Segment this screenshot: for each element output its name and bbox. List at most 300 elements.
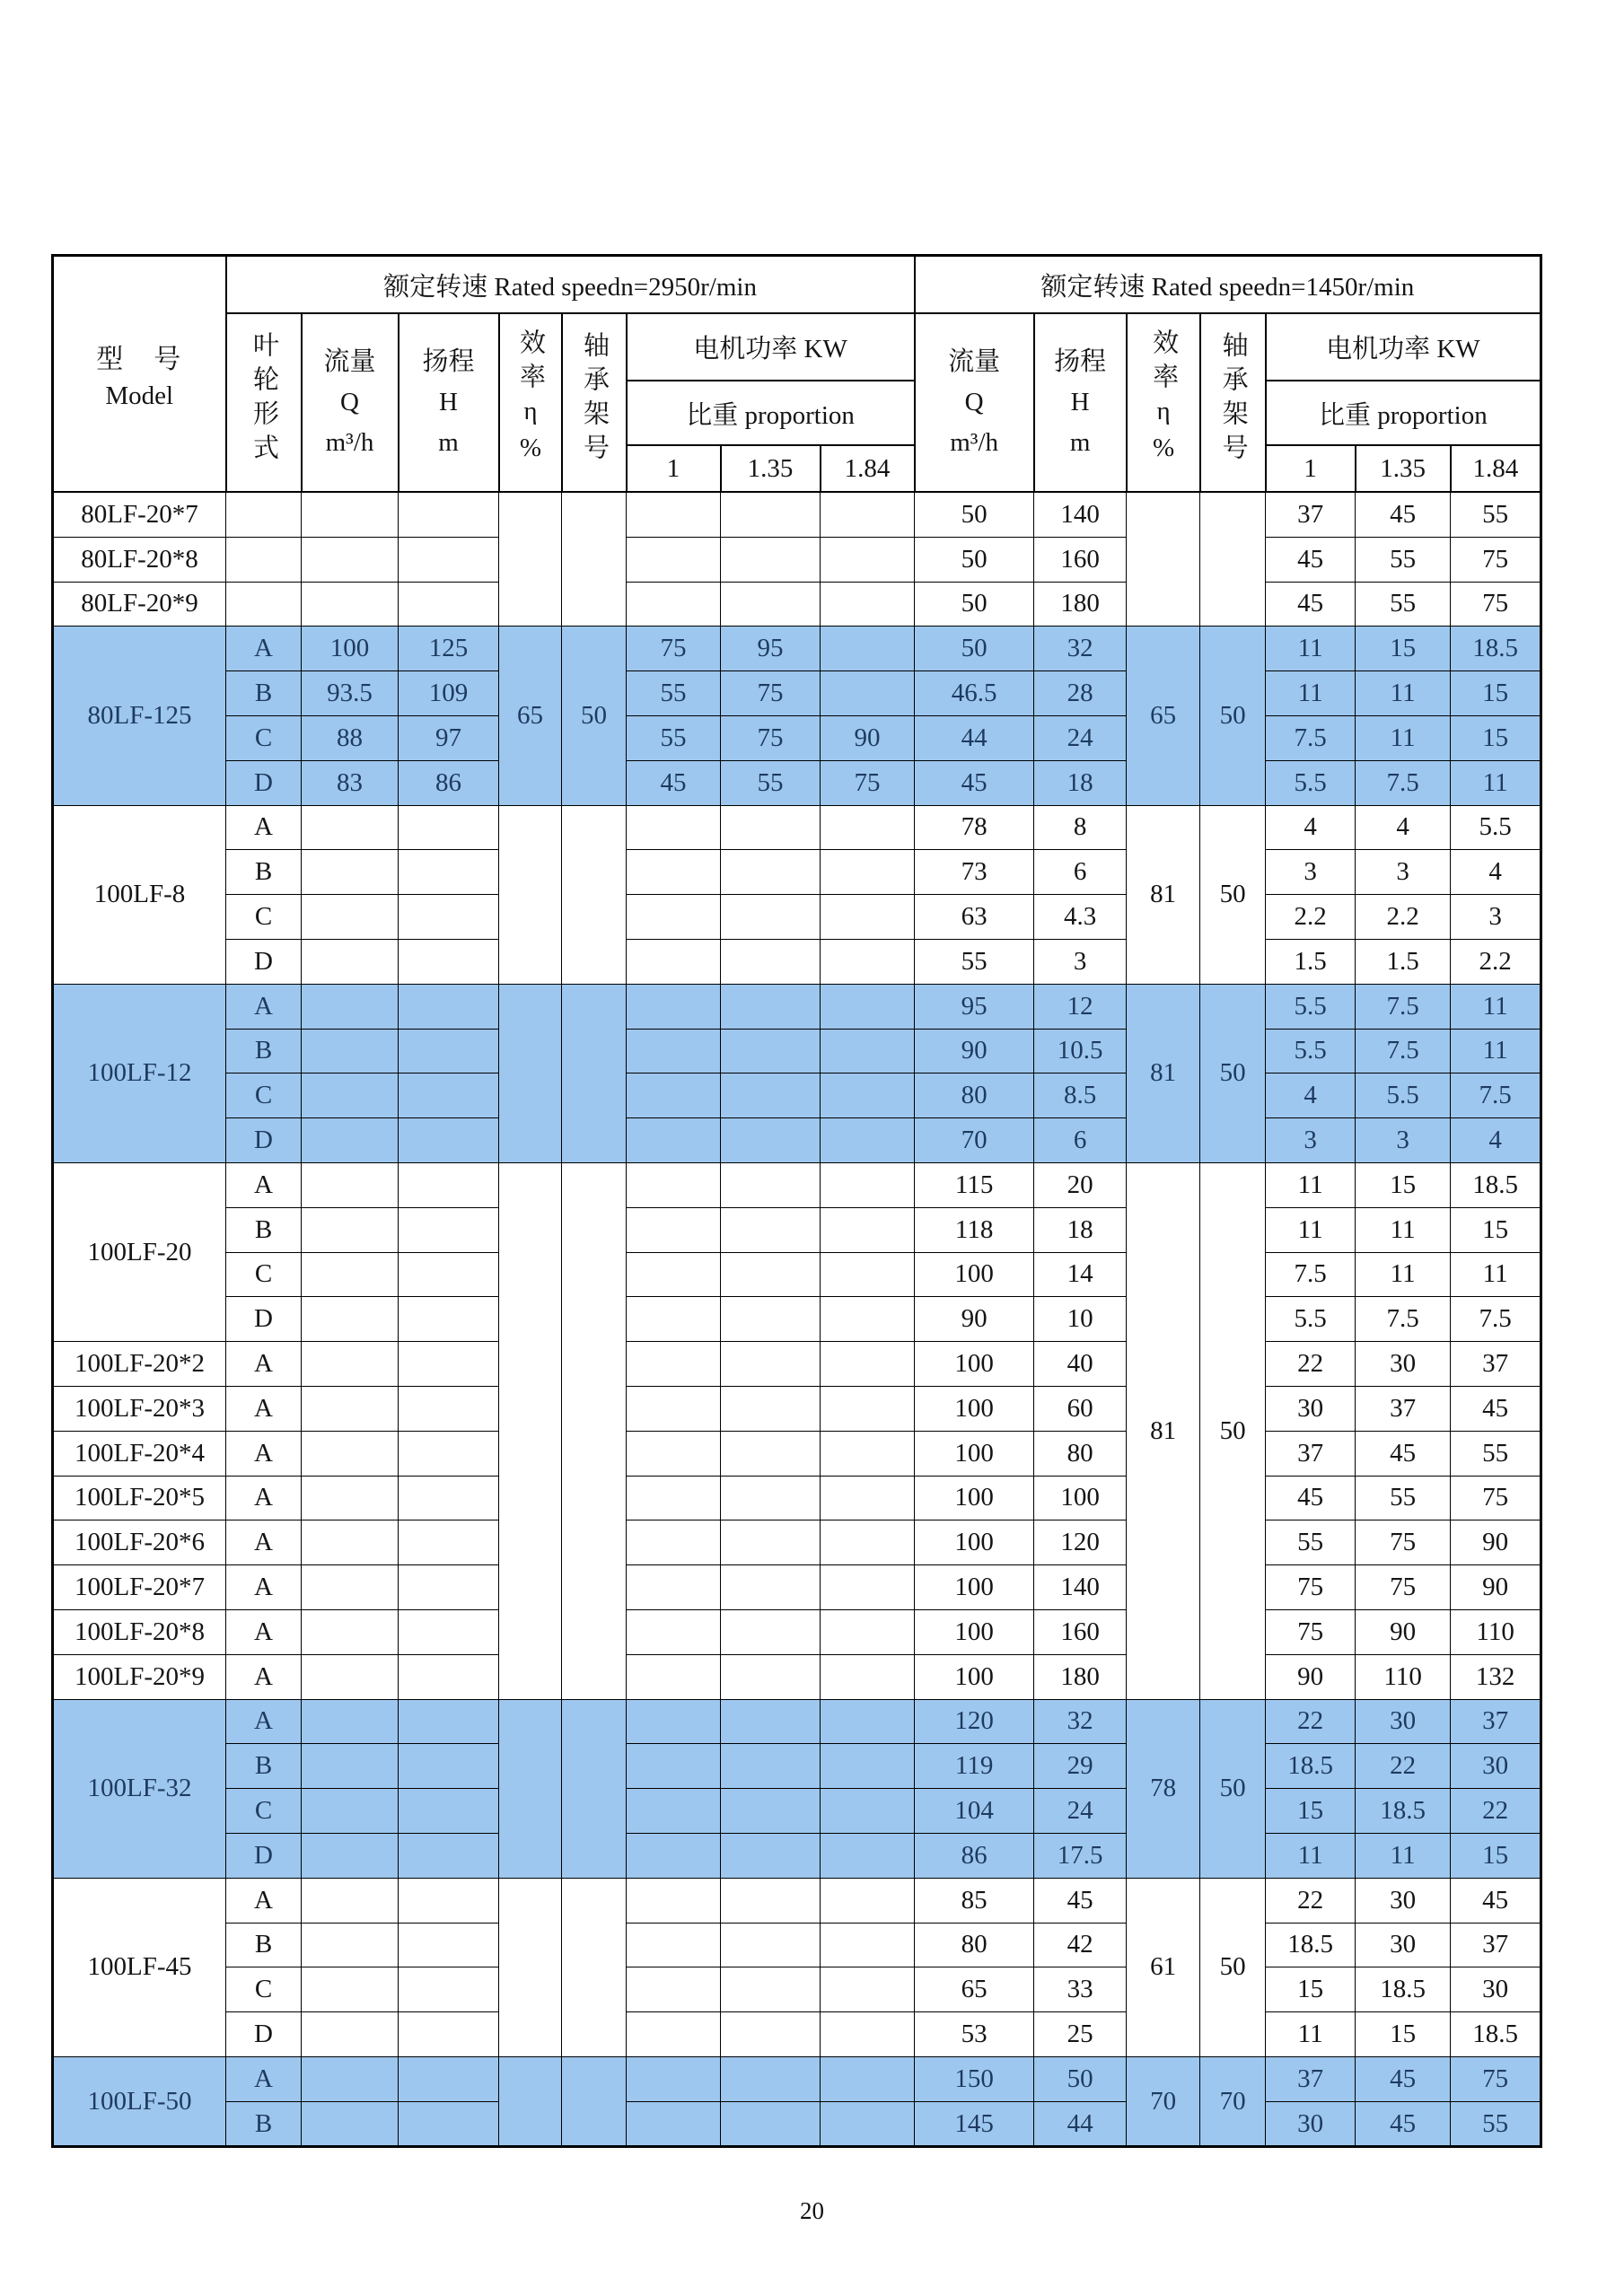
impeller-cell: B [226,1744,302,1789]
power-cell-1450-p135: 11 [1356,1207,1451,1252]
power-cell-1450-p135: 11 [1356,671,1451,716]
head-cell-2950 [399,1431,499,1476]
head-cell-2950 [399,1029,499,1074]
power-cell-2950-p184 [821,805,915,850]
power-cell-2950-p135 [721,2101,821,2147]
head-cell-1450: 80 [1034,1431,1127,1476]
power-cell-1450-p135: 37 [1356,1386,1451,1431]
bearing-cell-1450: 50 [1200,1699,1266,1878]
power-cell-1450-p1: 55 [1266,1520,1356,1565]
power-cell-2950-p135: 55 [721,760,821,805]
model-cell: 100LF-20*7 [53,1565,226,1610]
flow-cell-2950 [302,1029,399,1074]
head-cell-1450: 10.5 [1034,1029,1127,1074]
power-cell-2950-p1 [627,1207,721,1252]
power-cell-1450-p1: 15 [1266,1789,1356,1834]
power-cell-2950-p135 [721,1029,821,1074]
power-cell-1450-p135: 30 [1356,1878,1451,1923]
efficiency-cell-2950 [499,1699,562,1878]
efficiency-cell-1450: 81 [1127,1162,1200,1699]
power-cell-2950-p184 [821,1297,915,1342]
flow-cell-1450: 90 [915,1029,1034,1074]
bearing-cell-2950 [562,492,627,627]
power-cell-1450-p184: 11 [1451,1252,1541,1297]
flow-cell-2950: 83 [302,760,399,805]
head-cell-1450: 60 [1034,1386,1127,1431]
flow-cell-1450: 50 [915,627,1034,671]
power-cell-1450-p135: 11 [1356,1833,1451,1878]
power-cell-2950-p1 [627,1476,721,1520]
power-cell-2950-p135 [721,1520,821,1565]
model-cell: 100LF-20 [53,1162,226,1341]
flow-cell-2950 [302,1431,399,1476]
flow-cell-1450: 90 [915,1297,1034,1342]
flow-cell-1450: 100 [915,1520,1034,1565]
power-cell-1450-p135: 15 [1356,2012,1451,2057]
model-cell: 100LF-20*3 [53,1386,226,1431]
flow-header-1450: 流量 Q m³/h [915,313,1034,492]
head-cell-2950 [399,582,499,627]
power-cell-2950-p184 [821,1744,915,1789]
power-cell-1450-p184: 132 [1451,1654,1541,1699]
power-cell-1450-p135: 30 [1356,1342,1451,1387]
power-cell-1450-p1: 11 [1266,2012,1356,2057]
power-cell-1450-p1: 11 [1266,1207,1356,1252]
proportion-value-header: 1.35 [1356,445,1451,492]
flow-cell-2950 [302,1162,399,1207]
power-cell-2950-p1 [627,1565,721,1610]
flow-cell-1450: 53 [915,2012,1034,2057]
impeller-cell: C [226,895,302,940]
flow-cell-2950 [302,1967,399,2012]
power-cell-1450-p184: 15 [1451,1207,1541,1252]
flow-cell-1450: 100 [915,1342,1034,1387]
power-cell-1450-p184: 22 [1451,1789,1541,1834]
power-cell-2950-p1 [627,1699,721,1744]
power-cell-1450-p184: 37 [1451,1923,1541,1967]
flow-cell-1450: 78 [915,805,1034,850]
power-cell-2950-p1 [627,1923,721,1967]
efficiency-cell-2950 [499,492,562,627]
power-cell-2950-p135 [721,1654,821,1699]
power-cell-2950-p135 [721,1789,821,1834]
power-cell-2950-p184: 90 [821,715,915,760]
head-cell-1450: 6 [1034,1118,1127,1163]
impeller-cell: A [226,1431,302,1476]
power-cell-1450-p1: 18.5 [1266,1744,1356,1789]
power-cell-1450-p184: 37 [1451,1699,1541,1744]
head-cell-1450: 25 [1034,2012,1127,2057]
head-cell-1450: 140 [1034,492,1127,537]
power-cell-2950-p1 [627,1654,721,1699]
efficiency-cell-1450: 61 [1127,1878,1200,2056]
impeller-cell: A [226,1654,302,1699]
power-cell-2950-p135 [721,1431,821,1476]
head-cell-1450: 160 [1034,1609,1127,1654]
power-cell-2950-p135 [721,537,821,582]
head-cell-2950: 97 [399,715,499,760]
power-cell-1450-p1: 75 [1266,1609,1356,1654]
flow-cell-2950 [302,1386,399,1431]
model-cell: 80LF-125 [53,627,226,805]
flow-cell-1450: 100 [915,1654,1034,1699]
power-cell-1450-p1: 45 [1266,1476,1356,1520]
power-cell-2950-p184 [821,850,915,895]
power-cell-2950-p184 [821,1074,915,1118]
flow-cell-2950 [302,895,399,940]
power-cell-1450-p184: 18.5 [1451,627,1541,671]
power-cell-1450-p135: 11 [1356,715,1451,760]
power-cell-2950-p184 [821,1342,915,1387]
power-cell-2950-p135 [721,2056,821,2101]
power-cell-2950-p184 [821,1029,915,1074]
power-cell-1450-p184: 90 [1451,1565,1541,1610]
power-cell-2950-p135 [721,984,821,1029]
impeller-cell [226,492,302,537]
power-cell-1450-p135: 7.5 [1356,1029,1451,1074]
head-cell-1450: 180 [1034,582,1127,627]
head-cell-1450: 44 [1034,2101,1127,2147]
power-cell-1450-p1: 22 [1266,1878,1356,1923]
power-cell-1450-p184: 11 [1451,760,1541,805]
power-cell-1450-p135: 15 [1356,1162,1451,1207]
bearing-frame-header-2950: 轴承架号 [562,313,627,492]
power-cell-2950-p184 [821,1833,915,1878]
power-cell-1450-p1: 45 [1266,582,1356,627]
power-cell-1450-p1: 30 [1266,1386,1356,1431]
power-cell-2950-p135 [721,1744,821,1789]
power-cell-1450-p184: 3 [1451,895,1541,940]
power-cell-2950-p1 [627,939,721,984]
flow-cell-1450: 80 [915,1074,1034,1118]
power-cell-2950-p184 [821,1207,915,1252]
power-cell-2950-p1 [627,984,721,1029]
power-cell-2950-p135 [721,2012,821,2057]
head-cell-1450: 20 [1034,1162,1127,1207]
power-cell-1450-p1: 45 [1266,537,1356,582]
head-cell-1450: 42 [1034,1923,1127,1967]
proportion-value-header: 1 [1266,445,1356,492]
flow-cell-1450: 100 [915,1431,1034,1476]
head-cell-2950: 125 [399,627,499,671]
flow-cell-2950 [302,1923,399,1967]
model-cell: 80LF-20*9 [53,582,226,627]
impeller-cell: A [226,627,302,671]
power-cell-1450-p135: 1.5 [1356,939,1451,984]
efficiency-cell-2950 [499,1162,562,1699]
power-cell-1450-p184: 30 [1451,1967,1541,2012]
flow-cell-1450: 73 [915,850,1034,895]
power-cell-1450-p135: 7.5 [1356,984,1451,1029]
flow-cell-1450: 65 [915,1967,1034,2012]
head-cell-2950 [399,850,499,895]
power-cell-1450-p135: 4 [1356,805,1451,850]
rated-speed-2950-header: 额定转速 Rated speedn=2950r/min [226,256,915,314]
power-cell-2950-p1 [627,1252,721,1297]
power-cell-2950-p1: 55 [627,715,721,760]
impeller-cell [226,537,302,582]
head-cell-2950 [399,1252,499,1297]
power-cell-1450-p1: 5.5 [1266,1297,1356,1342]
flow-cell-1450: 63 [915,895,1034,940]
flow-cell-2950 [302,2101,399,2147]
proportion-value-header: 1.84 [821,445,915,492]
power-cell-1450-p184: 55 [1451,2101,1541,2147]
model-header-en: Model [105,381,174,410]
impeller-cell: C [226,1967,302,2012]
proportion-value-header: 1 [627,445,721,492]
power-cell-2950-p1 [627,1297,721,1342]
power-cell-1450-p184: 90 [1451,1520,1541,1565]
power-cell-2950-p184 [821,1252,915,1297]
power-cell-1450-p184: 18.5 [1451,1162,1541,1207]
impeller-cell: D [226,939,302,984]
proportion-header-2950: 比重 proportion [627,381,915,445]
power-cell-1450-p184: 45 [1451,1386,1541,1431]
head-cell-2950 [399,984,499,1029]
flow-cell-1450: 118 [915,1207,1034,1252]
power-cell-2950-p1 [627,1029,721,1074]
power-cell-1450-p135: 30 [1356,1699,1451,1744]
power-cell-1450-p1: 1.5 [1266,939,1356,984]
power-cell-2950-p184 [821,939,915,984]
flow-cell-2950: 100 [302,627,399,671]
efficiency-header-2950: 效率η% [499,313,562,492]
power-cell-1450-p184: 15 [1451,715,1541,760]
flow-cell-2950 [302,1833,399,1878]
power-cell-1450-p184: 75 [1451,2056,1541,2101]
power-cell-2950-p1 [627,1744,721,1789]
power-cell-2950-p184 [821,1878,915,1923]
flow-cell-2950 [302,939,399,984]
power-cell-1450-p135: 75 [1356,1520,1451,1565]
power-cell-1450-p184: 110 [1451,1609,1541,1654]
head-cell-2950 [399,1342,499,1387]
power-cell-1450-p1: 37 [1266,1431,1356,1476]
power-cell-1450-p184: 2.2 [1451,939,1541,984]
proportion-value-header: 1.84 [1451,445,1541,492]
power-cell-1450-p135: 5.5 [1356,1074,1451,1118]
power-cell-2950-p184 [821,1967,915,2012]
model-cell: 80LF-20*7 [53,492,226,537]
efficiency-cell-2950 [499,805,562,984]
power-cell-2950-p184 [821,1118,915,1163]
head-cell-2950 [399,1833,499,1878]
head-cell-2950 [399,1162,499,1207]
head-header-2950: 扬程 H m [399,313,499,492]
head-cell-2950 [399,1207,499,1252]
flow-cell-1450: 150 [915,2056,1034,2101]
power-cell-2950-p1 [627,1609,721,1654]
power-cell-1450-p184: 11 [1451,984,1541,1029]
efficiency-cell-2950 [499,1878,562,2056]
efficiency-cell-1450 [1127,492,1200,627]
power-cell-2950-p135 [721,1297,821,1342]
power-cell-1450-p184: 5.5 [1451,805,1541,850]
model-cell: 100LF-8 [53,805,226,984]
impeller-cell: A [226,984,302,1029]
model-header-zh: 型 号 [96,345,183,374]
flow-cell-1450: 50 [915,537,1034,582]
head-cell-1450: 28 [1034,671,1127,716]
flow-cell-2950 [302,1342,399,1387]
model-cell: 80LF-20*8 [53,537,226,582]
bearing-frame-header-1450: 轴承架号 [1200,313,1266,492]
impeller-cell: B [226,1029,302,1074]
impeller-cell: D [226,2012,302,2057]
flow-cell-1450: 100 [915,1386,1034,1431]
power-cell-1450-p1: 11 [1266,627,1356,671]
power-cell-2950-p135 [721,1162,821,1207]
power-cell-2950-p1 [627,1342,721,1387]
power-cell-2950-p1 [627,2012,721,2057]
power-cell-2950-p1 [627,492,721,537]
head-cell-1450: 24 [1034,715,1127,760]
power-cell-1450-p135: 7.5 [1356,760,1451,805]
power-cell-2950-p135 [721,492,821,537]
power-cell-1450-p135: 75 [1356,1565,1451,1610]
flow-cell-2950 [302,1789,399,1834]
power-cell-1450-p184: 37 [1451,1342,1541,1387]
model-header-cell [53,256,226,493]
head-cell-2950 [399,2101,499,2147]
flow-cell-2950 [302,1520,399,1565]
bearing-cell-1450: 50 [1200,1162,1266,1699]
power-cell-2950-p1 [627,1967,721,2012]
power-cell-2950-p184 [821,2056,915,2101]
power-cell-1450-p1: 11 [1266,1162,1356,1207]
impeller-cell: A [226,1699,302,1744]
impeller-cell: B [226,671,302,716]
flow-cell-1450: 100 [915,1252,1034,1297]
power-cell-1450-p1: 2.2 [1266,895,1356,940]
flow-cell-2950: 93.5 [302,671,399,716]
power-cell-2950-p135: 75 [721,671,821,716]
power-cell-1450-p135: 55 [1356,582,1451,627]
bearing-cell-2950 [562,984,627,1162]
model-cell: 100LF-20*2 [53,1342,226,1387]
power-cell-1450-p1: 7.5 [1266,715,1356,760]
head-cell-2950 [399,1967,499,2012]
impeller-cell: A [226,1609,302,1654]
model-cell: 100LF-20*9 [53,1654,226,1699]
impeller-cell: D [226,1297,302,1342]
flow-cell-2950 [302,1074,399,1118]
impeller-cell: B [226,850,302,895]
power-cell-1450-p135: 90 [1356,1609,1451,1654]
power-cell-2950-p135 [721,939,821,984]
bearing-cell-2950 [562,2056,627,2147]
power-cell-2950-p135 [721,1476,821,1520]
impeller-cell: C [226,1074,302,1118]
efficiency-cell-1450: 81 [1127,805,1200,984]
head-cell-2950 [399,2056,499,2101]
power-cell-2950-p184 [821,984,915,1029]
impeller-cell: B [226,2101,302,2147]
power-cell-2950-p184 [821,1162,915,1207]
power-cell-1450-p135: 3 [1356,850,1451,895]
model-cell: 100LF-50 [53,2056,226,2147]
power-cell-2950-p184 [821,1520,915,1565]
power-cell-1450-p1: 4 [1266,805,1356,850]
model-cell: 100LF-20*6 [53,1520,226,1565]
power-cell-2950-p135 [721,1967,821,2012]
flow-cell-2950 [302,1878,399,1923]
power-cell-1450-p1: 5.5 [1266,984,1356,1029]
motor-power-header-2950: 电机功率 KW [627,313,915,381]
efficiency-cell-2950 [499,984,562,1162]
power-cell-1450-p1: 75 [1266,1565,1356,1610]
head-cell-1450: 160 [1034,537,1127,582]
efficiency-cell-1450: 65 [1127,627,1200,805]
head-cell-2950 [399,1744,499,1789]
power-cell-2950-p1 [627,582,721,627]
power-cell-2950-p1: 45 [627,760,721,805]
impeller-cell: C [226,1252,302,1297]
impeller-cell: C [226,1789,302,1834]
bearing-cell-2950 [562,1699,627,1878]
flow-cell-2950 [302,582,399,627]
power-cell-2950-p135 [721,1342,821,1387]
impeller-cell: A [226,1878,302,1923]
model-cell: 100LF-32 [53,1699,226,1878]
head-cell-1450: 32 [1034,1699,1127,1744]
flow-cell-1450: 44 [915,715,1034,760]
power-cell-2950-p184 [821,1431,915,1476]
head-cell-2950 [399,1386,499,1431]
power-cell-1450-p135: 45 [1356,492,1451,537]
flow-cell-2950 [302,1654,399,1699]
flow-cell-1450: 104 [915,1789,1034,1834]
head-cell-1450: 18 [1034,760,1127,805]
power-cell-1450-p184: 75 [1451,537,1541,582]
head-cell-1450: 120 [1034,1520,1127,1565]
impeller-cell: A [226,1342,302,1387]
bearing-cell-1450: 70 [1200,2056,1266,2147]
power-cell-1450-p1: 37 [1266,2056,1356,2101]
power-cell-2950-p135 [721,1878,821,1923]
power-cell-2950-p1 [627,895,721,940]
flow-cell-2950 [302,1476,399,1520]
power-cell-2950-p1 [627,1878,721,1923]
head-cell-1450: 12 [1034,984,1127,1029]
power-cell-1450-p135: 55 [1356,1476,1451,1520]
power-cell-2950-p1 [627,1833,721,1878]
power-cell-1450-p184: 7.5 [1451,1297,1541,1342]
power-cell-2950-p184 [821,582,915,627]
flow-cell-2950 [302,984,399,1029]
power-cell-2950-p1 [627,1074,721,1118]
power-cell-2950-p184 [821,1789,915,1834]
efficiency-cell-1450: 70 [1127,2056,1200,2147]
power-cell-2950-p1 [627,1431,721,1476]
power-cell-2950-p1 [627,805,721,850]
head-cell-2950 [399,1520,499,1565]
bearing-cell-1450: 50 [1200,627,1266,805]
flow-cell-2950 [302,1297,399,1342]
head-cell-1450: 10 [1034,1297,1127,1342]
power-cell-1450-p1: 5.5 [1266,1029,1356,1074]
proportion-value-header: 1.35 [721,445,821,492]
power-cell-2950-p1 [627,1162,721,1207]
power-cell-1450-p135: 18.5 [1356,1789,1451,1834]
power-cell-2950-p184 [821,492,915,537]
power-cell-2950-p135 [721,1609,821,1654]
power-cell-1450-p184: 55 [1451,1431,1541,1476]
power-cell-2950-p1 [627,1118,721,1163]
head-cell-2950 [399,537,499,582]
flow-cell-1450: 70 [915,1118,1034,1163]
